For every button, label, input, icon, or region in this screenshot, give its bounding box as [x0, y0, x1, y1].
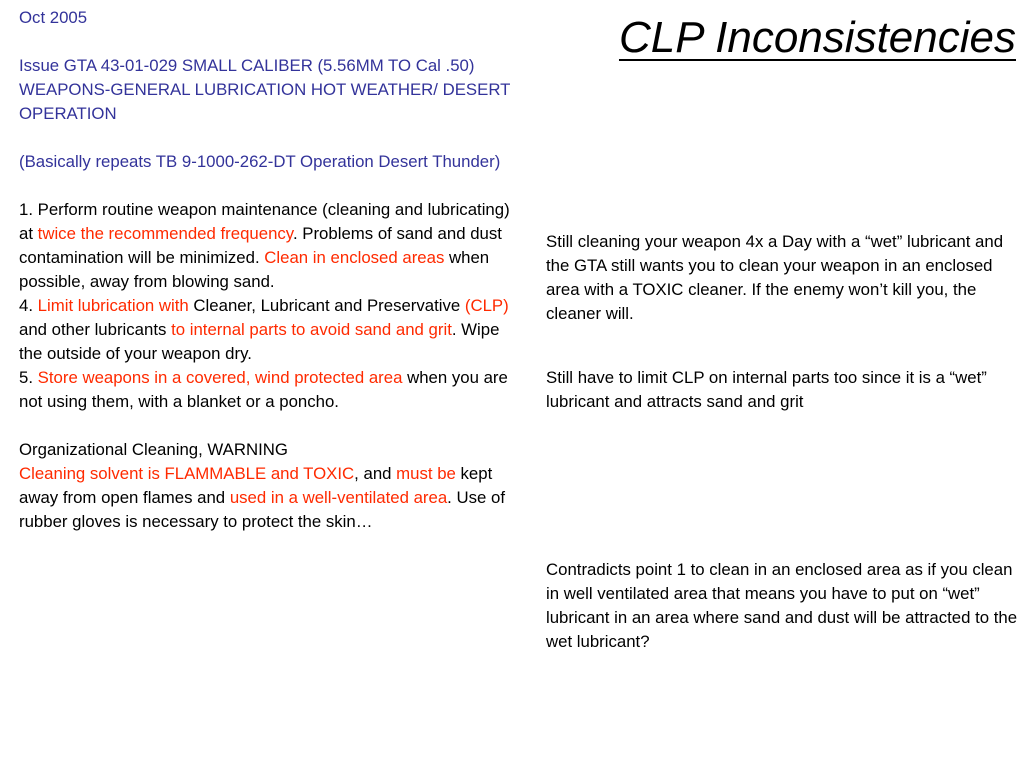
- repeat-note: (Basically repeats TB 9-1000-262-DT Operation Desert Thunder): [19, 152, 501, 171]
- warning-text-part: , and: [354, 464, 397, 483]
- warning-highlight-ventilated: used in a well-ventilated area: [229, 488, 448, 507]
- item-4-highlight-limit: Limit lubrication with: [37, 296, 189, 315]
- page-title: CLP Inconsistencies: [618, 13, 1016, 62]
- spacer: [19, 30, 515, 54]
- date-line: Oct 2005: [19, 8, 88, 27]
- item-5-text: when you are not using them, with a blanket or a poncho.: [19, 368, 508, 411]
- item-4-highlight-clp: (CLP): [464, 296, 509, 315]
- item-4-text: Cleaner, Lubricant and Preservative: [188, 296, 465, 315]
- item-5-text: 5.: [19, 368, 38, 387]
- commentary-note-1: Still cleaning your weapon 4x a Day with a “wet” lubricant and the GTA still wants you to clean your weapon in an enclosed area with a TOXIC cleaner. If the enemy won’t kill you, the cleaner will.: [546, 232, 1004, 323]
- warning-highlight-flammable: Cleaning solvent is FLAMMABLE and TOXIC: [19, 464, 355, 483]
- item-4: [19, 294, 515, 366]
- item-4-text: and other lubricants: [19, 320, 172, 339]
- warning-highlight-must: must be: [396, 464, 456, 483]
- item-1-text: 1. Perform routine weapon maintenance (cleaning and lubricating) at: [19, 200, 510, 243]
- issue-line: Issue GTA 43-01-029 SMALL CALIBER (5.56MM TO Cal .50) WEAPONS-GENERAL LUBRICATION HOT WEATHER/ DESERT OPERATION: [19, 56, 511, 123]
- item-1-text: when possible, away from blowing sand.: [19, 248, 490, 291]
- warning-text-part: . Use of rubber gloves is necessary to protect the skin…: [19, 488, 505, 531]
- gta-excerpt: [19, 6, 515, 534]
- commentary-note-3: Contradicts point 1 to clean in an enclosed area as if you clean in well ventilated area that means you have to put on “wet” lubricant in an area where sand and dust will be attracted to the wet lubricant?: [546, 560, 1018, 651]
- spacer: [19, 174, 515, 198]
- commentary-note-2: Still have to limit CLP on internal parts too since it is a “wet” lubricant and attracts sand and grit: [546, 368, 987, 411]
- spacer: [19, 126, 515, 150]
- warning-text: [19, 462, 515, 534]
- item-5-highlight-store: Store weapons in a covered, wind protected area: [37, 368, 403, 387]
- item-5: [19, 366, 515, 414]
- item-1-text: . Problems of sand and dust contamination will be minimized.: [19, 224, 502, 267]
- item-4-text: 4.: [19, 296, 38, 315]
- item-4-highlight-internal: to internal parts to avoid sand and grit: [171, 320, 452, 339]
- item-1-highlight-enclosed: Clean in enclosed areas: [264, 248, 445, 267]
- warning-text-part: kept away from open flames and: [19, 464, 493, 507]
- spacer: [19, 414, 515, 438]
- item-4-text: . Wipe the outside of your weapon dry.: [19, 320, 500, 363]
- item-1-highlight-frequency: twice the recommended frequency: [37, 224, 293, 243]
- item-1: [19, 198, 515, 294]
- warning-heading: Organizational Cleaning, WARNING: [19, 440, 288, 459]
